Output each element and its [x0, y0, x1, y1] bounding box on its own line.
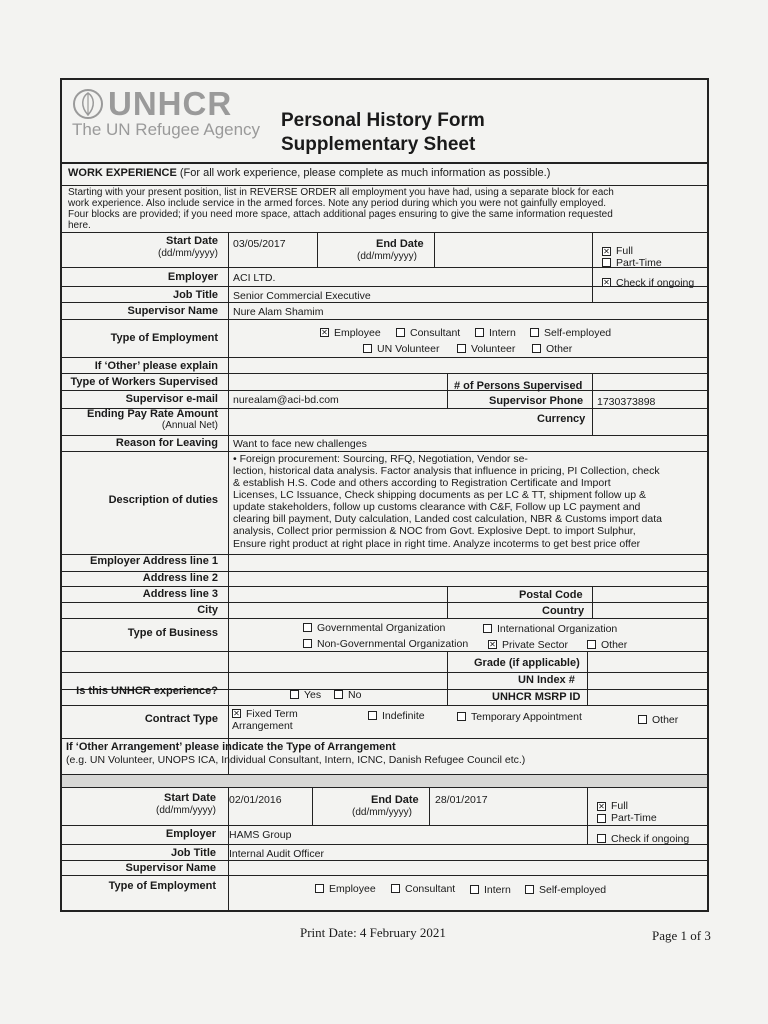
- supervisor-phone-label: Supervisor Phone: [489, 395, 584, 407]
- unhcr-no-checkbox[interactable]: [334, 690, 343, 699]
- unhcr-experience-label: Is this UNHCR experience?: [76, 685, 218, 697]
- intern-label: Intern: [489, 327, 516, 339]
- start-date-format: (dd/mm/yyyy): [158, 248, 218, 259]
- fixed-term-checkbox[interactable]: [232, 709, 241, 718]
- supervisor-name-label-2: Supervisor Name: [125, 862, 216, 874]
- supervisor-phone-value[interactable]: 1730373898: [597, 396, 656, 408]
- full-time-checkbox-2[interactable]: [597, 802, 606, 811]
- start-date-label: Start Date: [166, 235, 218, 247]
- duties-line: & establish H.S. Code and others according to Registration Certificate and Import: [233, 477, 611, 489]
- type-of-employment-label-2: Type of Employment: [108, 880, 216, 892]
- unhcr-no-label: No: [348, 689, 362, 701]
- self-employed-checkbox-2[interactable]: [525, 885, 534, 894]
- unhcr-emblem-icon: [72, 88, 104, 120]
- start-date-value-2[interactable]: 02/01/2016: [229, 794, 282, 806]
- ending-pay-label: Ending Pay Rate Amount: [87, 408, 218, 420]
- employer-value-2[interactable]: HAMS Group: [229, 829, 292, 841]
- ongoing-label: Check if ongoing: [616, 277, 695, 289]
- part-time-checkbox[interactable]: [602, 258, 611, 267]
- section-heading: [68, 167, 550, 180]
- un-volunteer-checkbox[interactable]: [363, 344, 372, 353]
- ongoing-checkbox[interactable]: [602, 278, 611, 287]
- unhcr-msrp-label: UNHCR MSRP ID: [492, 691, 581, 703]
- section-title: WORK EXPERIENCE: [68, 167, 177, 179]
- duties-line: Ensure right product at right place in right time. Analyze incoterms to get best price offer: [233, 538, 641, 550]
- end-date-label-2: End Date: [371, 794, 419, 806]
- end-date-label: End Date: [376, 238, 424, 250]
- volunteer-label: Volunteer: [471, 343, 516, 355]
- other-employment-label: Other: [546, 343, 573, 355]
- indefinite-label: Indefinite: [382, 710, 425, 722]
- employee-checkbox[interactable]: [320, 328, 329, 337]
- nongov-org-checkbox[interactable]: [303, 639, 312, 648]
- end-date-format-2: (dd/mm/yyyy): [352, 807, 412, 818]
- persons-supervised-label: # of Persons Supervised: [454, 380, 583, 392]
- reason-leaving-label: Reason for Leaving: [115, 437, 218, 449]
- address1-label: Employer Address line 1: [90, 555, 218, 567]
- self-employed-label: Self-employed: [544, 327, 612, 339]
- self-employed-checkbox[interactable]: [530, 328, 539, 337]
- full-time-label-2: Full: [611, 800, 628, 812]
- city-label: City: [197, 604, 218, 616]
- description-label: Description of duties: [108, 494, 218, 506]
- self-employed-label-2: Self-employed: [539, 884, 607, 896]
- duties-line: update stakeholders, follow up customs clearance with C&F, Follow up LC payment and: [233, 501, 641, 513]
- other-contract-label: Other: [652, 714, 679, 726]
- gov-org-label: Governmental Organization: [317, 622, 446, 634]
- supervisor-name-value[interactable]: Nure Alam Shamim: [233, 306, 324, 318]
- block-separator: [62, 775, 707, 787]
- fixed-term-label-1: Fixed Term: [246, 708, 298, 720]
- page-number: Page 1 of 3: [652, 928, 711, 943]
- contract-type-label: Contract Type: [144, 713, 218, 725]
- consultant-label-2: Consultant: [405, 883, 456, 895]
- reason-leaving-value[interactable]: Want to face new challenges: [233, 438, 367, 450]
- intl-org-checkbox[interactable]: [483, 624, 492, 633]
- form-title-line1: Personal History Form: [281, 110, 485, 131]
- part-time-label-2: Part-Time: [611, 812, 657, 824]
- print-date: Print Date: 4 February 2021: [300, 925, 446, 940]
- intern-checkbox[interactable]: [475, 328, 484, 337]
- supervisor-email-label: Supervisor e-mail: [125, 393, 218, 405]
- form-header: [60, 78, 709, 162]
- job-title-label: Job Title: [172, 289, 218, 301]
- intern-label-2: Intern: [484, 884, 511, 896]
- other-business-label: Other: [601, 639, 628, 651]
- instruction-line-3: Four blocks are provided; if you need more space, attach additional pages ensuring to give the same information requested: [68, 209, 613, 220]
- postal-code-label: Postal Code: [519, 589, 583, 601]
- temporary-checkbox[interactable]: [457, 712, 466, 721]
- duties-line: lection, historical data analysis. Factor analysis that influence in pricing, PI Collection, check: [233, 465, 660, 477]
- employer-label: Employer: [167, 271, 218, 283]
- country-label: Country: [542, 605, 585, 617]
- un-index-label: UN Index #: [518, 674, 575, 686]
- end-date-value-2[interactable]: 28/01/2017: [435, 794, 488, 806]
- other-arrangement-example: (e.g. UN Volunteer, UNOPS ICA, Individual Consultant, Intern, ICNC, Danish Refugee Council etc.): [66, 754, 526, 766]
- private-sector-label: Private Sector: [502, 639, 568, 651]
- job-title-value[interactable]: Senior Commercial Executive: [233, 290, 371, 302]
- other-arrangement-label: If ‘Other Arrangement’ please indicate the Type of Arrangement: [66, 741, 396, 753]
- start-date-format-2: (dd/mm/yyyy): [156, 805, 216, 816]
- type-of-business-label: Type of Business: [127, 627, 218, 639]
- logo-tagline: The UN Refugee Agency: [72, 120, 261, 139]
- grade-label: Grade (if applicable): [474, 657, 580, 669]
- address3-label: Address line 3: [142, 588, 218, 600]
- unhcr-yes-checkbox[interactable]: [290, 690, 299, 699]
- currency-label: Currency: [537, 413, 586, 425]
- ongoing-label-2: Check if ongoing: [611, 833, 690, 845]
- unhcr-yes-label: Yes: [304, 689, 322, 701]
- duties-line: • Foreign procurement: Sourcing, RFQ, Negotiation, Vendor se-: [233, 453, 528, 465]
- type-of-employment-label: Type of Employment: [110, 332, 218, 344]
- other-explain-label: If ‘Other’ please explain: [94, 360, 218, 372]
- form-title-line2: Supplementary Sheet: [281, 134, 476, 155]
- section-title-note: (For all work experience, please complete as much information as possible.): [179, 167, 551, 179]
- end-date-format: (dd/mm/yyyy): [357, 251, 417, 262]
- annual-net-label: (Annual Net): [161, 420, 218, 431]
- volunteer-checkbox[interactable]: [457, 344, 466, 353]
- intl-org-label: International Organization: [497, 623, 618, 635]
- temporary-label: Temporary Appointment: [471, 711, 582, 723]
- ongoing-checkbox-2[interactable]: [597, 834, 606, 843]
- un-volunteer-label: UN Volunteer: [377, 343, 440, 355]
- work-experience-form: [60, 162, 709, 912]
- consultant-checkbox[interactable]: [396, 328, 405, 337]
- full-time-label: Full: [616, 245, 633, 257]
- consultant-checkbox-2[interactable]: [391, 884, 400, 893]
- other-business-checkbox[interactable]: [587, 640, 596, 649]
- logo-wordmark: UNHCR: [108, 85, 233, 122]
- indefinite-checkbox[interactable]: [368, 711, 377, 720]
- workers-supervised-label: Type of Workers Supervised: [70, 376, 218, 388]
- intern-checkbox-2[interactable]: [470, 885, 479, 894]
- instruction-line-1: Starting with your present position, list in REVERSE ORDER all employment you have had, using a separate block for each: [68, 187, 614, 198]
- supervisor-email-value[interactable]: nurealam@aci-bd.com: [233, 394, 339, 406]
- start-date-label-2: Start Date: [164, 792, 216, 804]
- consultant-label: Consultant: [410, 327, 461, 339]
- employee-checkbox-2[interactable]: [315, 884, 324, 893]
- start-date-value[interactable]: 03/05/2017: [233, 238, 286, 250]
- employee-label-2: Employee: [329, 883, 376, 895]
- instruction-line-4: here.: [68, 220, 91, 231]
- full-time-checkbox[interactable]: [602, 247, 611, 256]
- instruction-line-2: work experience. Also include service in the armed forces. Note any period during which you were not gainfully employed.: [68, 198, 607, 209]
- nongov-org-label: Non-Governmental Organization: [317, 638, 469, 650]
- supervisor-name-label: Supervisor Name: [127, 305, 218, 317]
- employer-label-2: Employer: [165, 828, 216, 840]
- employer-value[interactable]: ACI LTD.: [233, 272, 276, 284]
- employee-label: Employee: [334, 327, 381, 339]
- other-contract-checkbox[interactable]: [638, 715, 647, 724]
- fixed-term-label-2: Arrangement: [232, 720, 293, 732]
- job-title-value-2[interactable]: Internal Audit Officer: [229, 848, 324, 860]
- duties-line: Licenses, LC Issuance, Check shipping documents as per LC & TT, shipment follow up &: [233, 489, 647, 501]
- other-employment-checkbox[interactable]: [532, 344, 541, 353]
- part-time-label: Part-Time: [616, 257, 662, 269]
- part-time-checkbox-2[interactable]: [597, 814, 606, 823]
- address2-label: Address line 2: [142, 572, 218, 584]
- duties-line: analysis, Collect prior permission & NOC from Govt. Explosive Dept. to import Sulphur,: [233, 525, 636, 537]
- duties-line: clearing bill payment, Duty calculation, Landed cost calculation, NBR & Customs import data: [233, 513, 662, 525]
- gov-org-checkbox[interactable]: [303, 623, 312, 632]
- private-sector-checkbox[interactable]: [488, 640, 497, 649]
- job-title-label-2: Job Title: [170, 847, 216, 859]
